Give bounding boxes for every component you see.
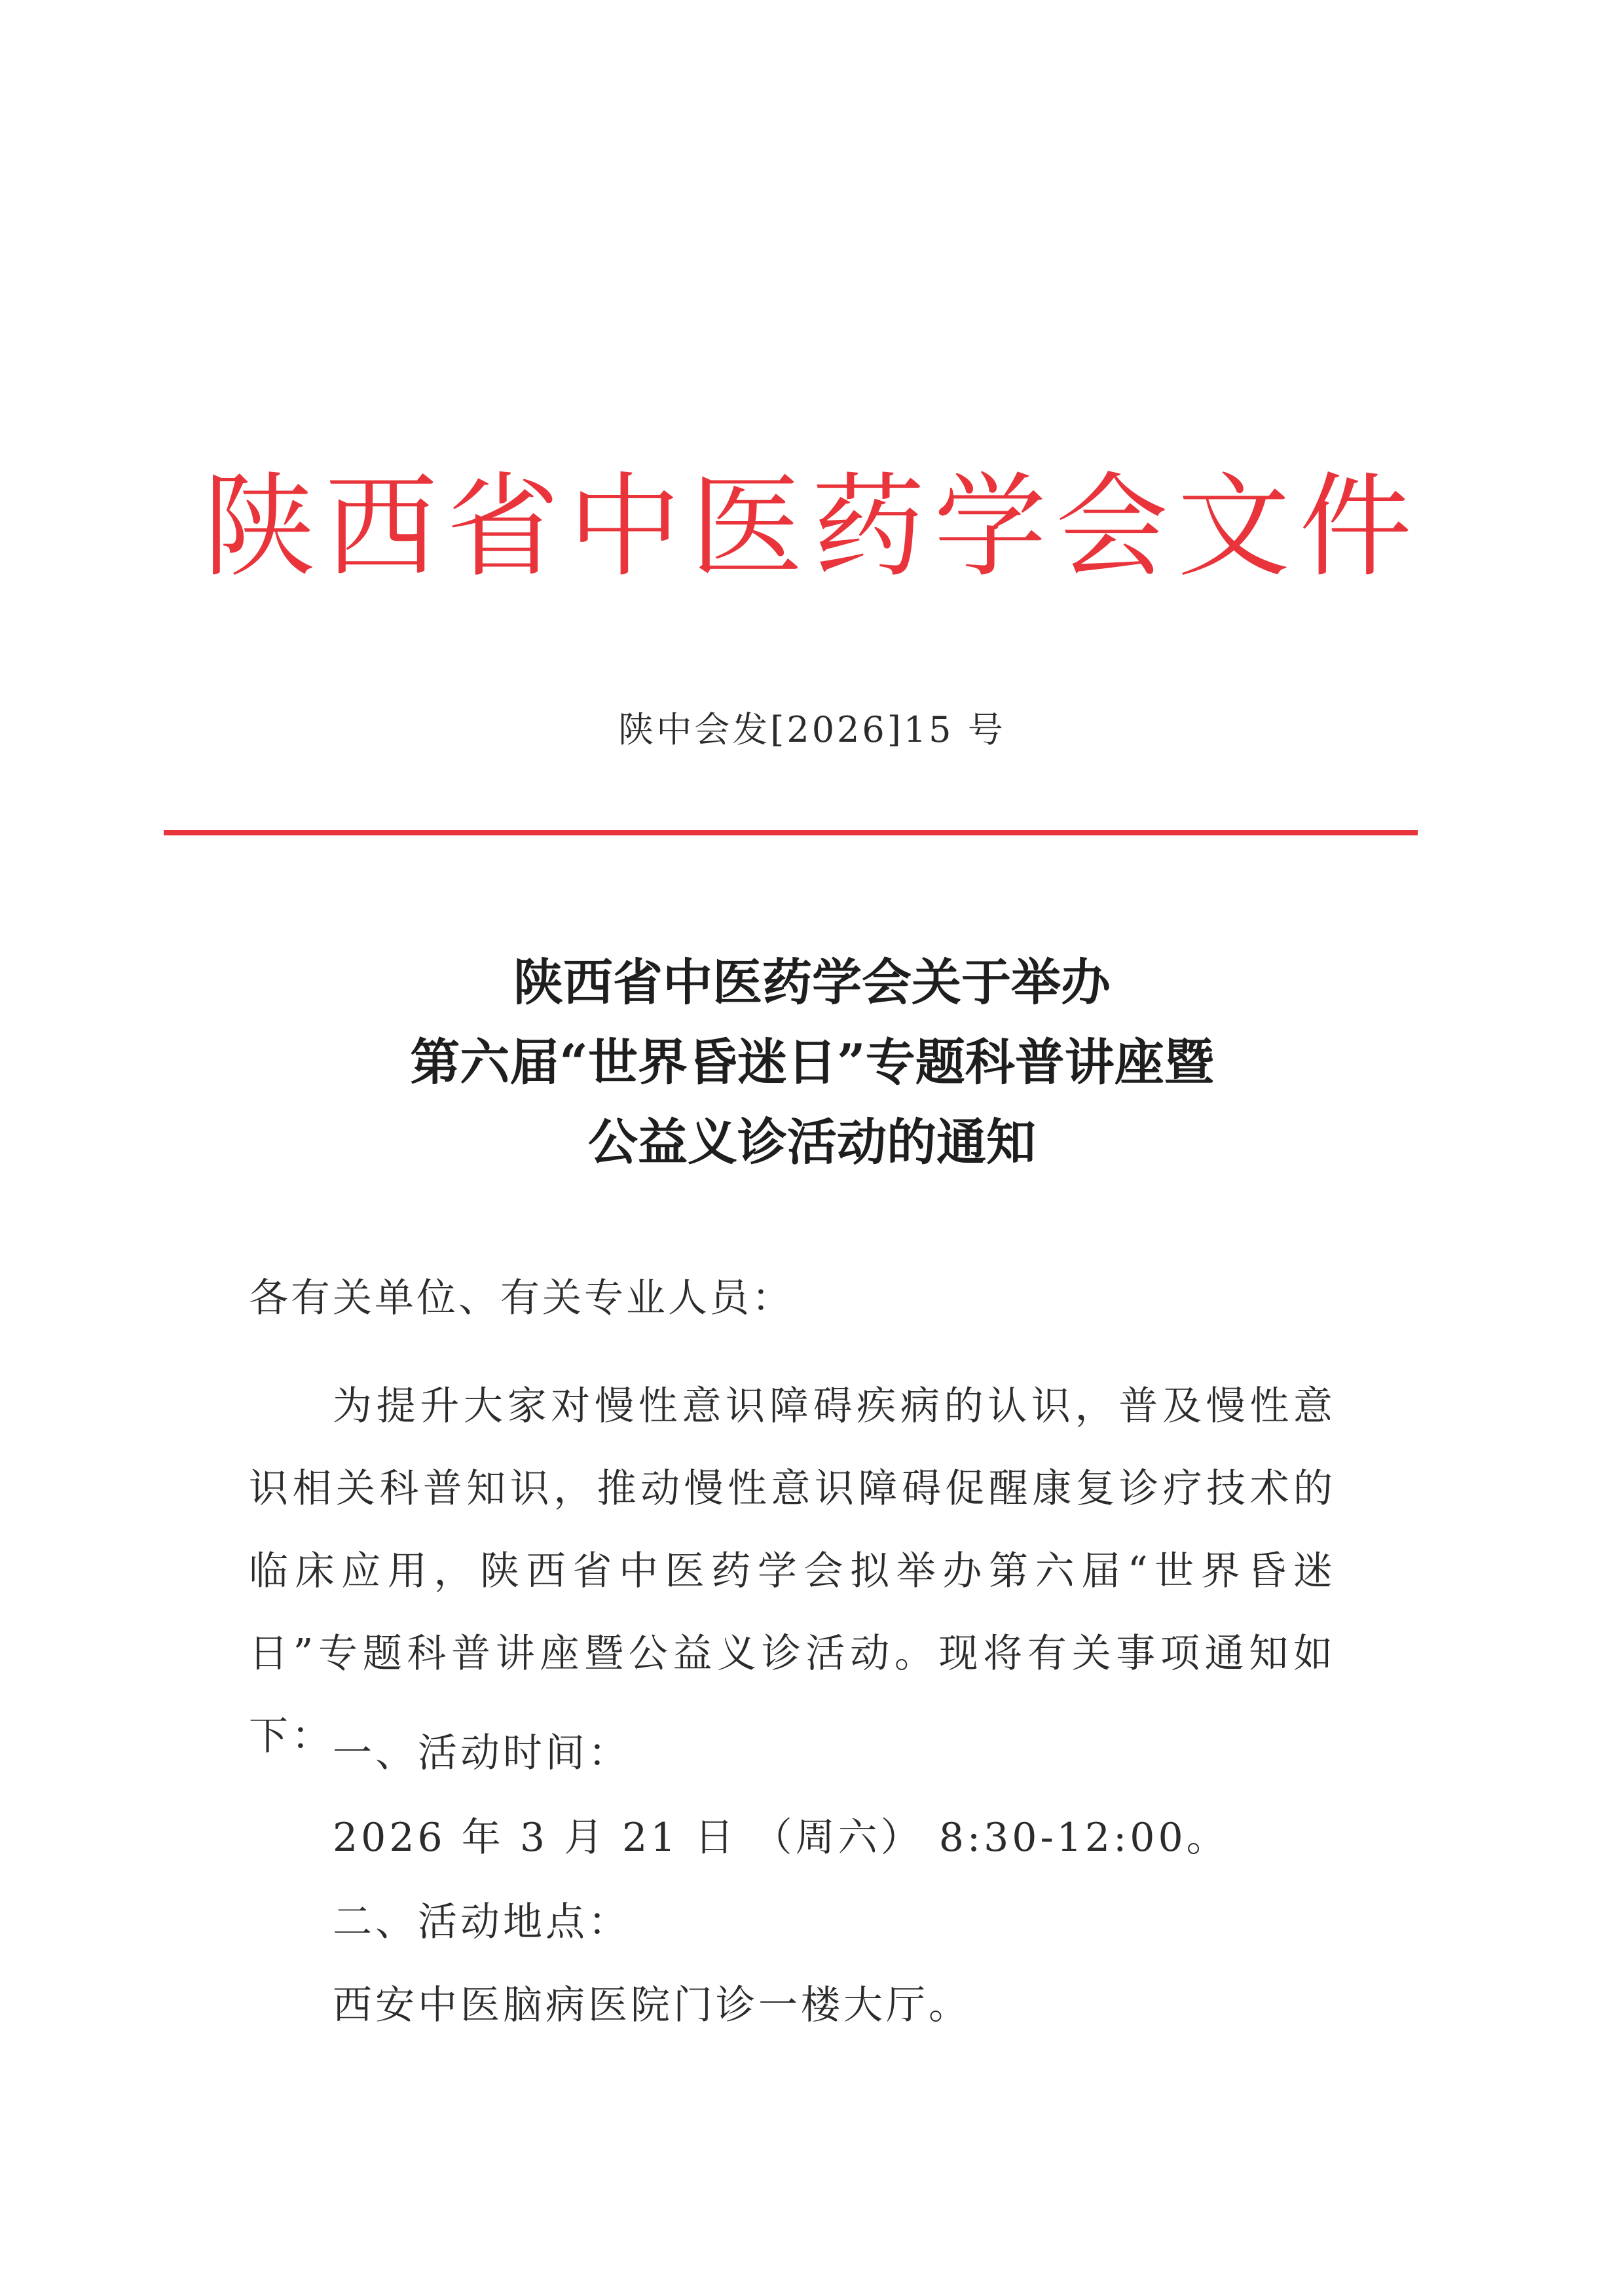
salutation: 各有关单位、有关专业人员： bbox=[249, 1275, 794, 1321]
event-location-value: 西安中医脑病医院门诊一楼大厅。 bbox=[333, 1982, 971, 2028]
notice-title bbox=[0, 943, 1624, 1182]
notice-title-line-2: 第六届“世界昏迷日”专题科普讲座暨 bbox=[410, 1033, 1214, 1091]
notice-title-line-1: 陕西省中医药学会关于举办 bbox=[513, 953, 1111, 1011]
header-red-divider bbox=[164, 830, 1418, 835]
notice-title-line-3: 公益义诊活动的通知 bbox=[588, 1113, 1036, 1171]
document-number: 陕中会发[2026]15 号 bbox=[618, 709, 1006, 750]
event-time-value: 2026 年 3 月 21 日 （周六） 8:30-12:00。 bbox=[333, 1815, 1229, 1861]
issuing-organization-header: 陕西省中医药学会文件 bbox=[203, 461, 1421, 592]
section-heading-time: 一、活动时间： bbox=[333, 1730, 631, 1776]
section-heading-location: 二、活动地点： bbox=[333, 1899, 631, 1945]
intro-paragraph: 为提升大家对慢性意识障碍疾病的认识，普及慢性意识相关科普知识，推动慢性意识障碍促醒康复诊疗技术的临床应用，陕西省中医药学会拟举办第六届“世界昏迷日”专题科普讲座暨公益义诊活动。现将有关事项通知如下： bbox=[249, 1383, 1336, 1759]
